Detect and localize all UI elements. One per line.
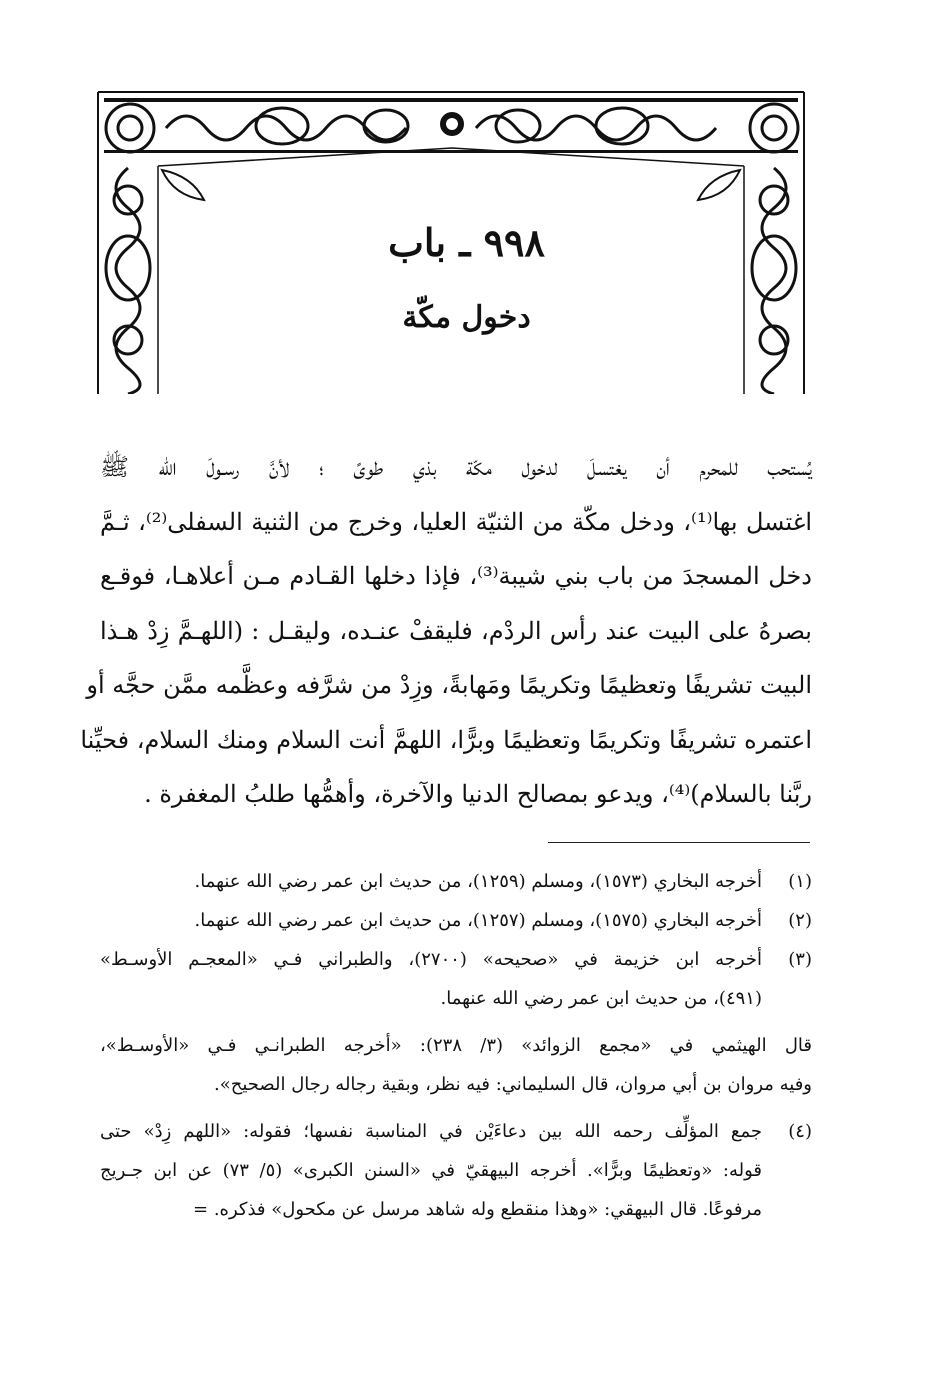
text-line: ربَّنا بالسلام)⁽⁴⁾، ويدعو بمصالح الدنيا والآخرة، وأهمُّها طلبُ المغفرة . [144,780,812,808]
text-line: دخل المسجدَ من باب بني شيبة⁽³⁾، فإذا دخلها القـادم مـن أعلاهـا، فوقـع [100,562,812,590]
text-line: اغتسل بها⁽¹⁾، ودخل مكّة من الثنيّة العليا، وخرج من الثنية السفلى⁽²⁾، ثـمَّ [100,507,813,536]
text-line: اعتمره تشريفًا وتكريمًا وتعظيمًا وبرًّا، اللهمَّ أنت السلام ومنك السلام، فحيِّنا [80,725,812,754]
footnote-3 [100,940,812,1018]
text-line: يُستحب للمحرم أن يغتسلَ لدخول مكّة بذي طوىً ؛ لأنَّ رسـولَ الله ﷺ [100,453,812,481]
footnote-4 [100,1112,812,1229]
footnote-text: قال الهيثمي في «مجمع الزوائد» (٣/ ٢٣٨): «أخرجه الطبرانـي فـي «الأوسـط»، [100,1035,812,1056]
footnote-2 [100,901,812,940]
footnote-number: (٣) [788,949,812,970]
footnote-text: جمع المؤلِّف رحمه الله بين دعاءَيْن في المناسبة نفسها؛ فقوله: «اللهم زِدْ» حتى [100,1121,762,1142]
footnote-text: مرفوعًا. قال البيهقي: «وهذا منقطع وله شاهد مرسل عن مكحول» فذكره. = [193,1199,762,1220]
footnote-number: (٢) [788,910,812,931]
main-text [80,440,813,822]
footnote-text: وفيه مروان بن أبي مروان، قال السليماني: فيه نظر، وبقية رجاله رجال الصحيح». [213,1074,812,1095]
footnote-divider [548,842,810,843]
text-line: البيت تشريفًا وتعظيمًا وتكريمًا ومَهابةً، وزِدْ من شرَّفه وعظَّمه ممَّن حجَّه أو [86,671,812,699]
footnote-number: (١) [788,871,812,892]
footnote-text: أخرجه ابن خزيمة في «صحيحه» (٢٧٠٠)، والطبراني فـي «المعجـم الأوسـط» [100,949,762,970]
chapter-title: دخول مكّة [402,300,531,335]
text-line: بصرهُ على البيت عند رأس الردْم، فليقفْ عنـده، وليقـل : (اللهـمَّ زِدْ هـذا [100,616,812,645]
footnote-text: أخرجه البخاري (١٥٧٥)، ومسلم (١٢٥٧)، من حديث ابن عمر رضي الله عنهما. [194,910,762,931]
footnote-text: (٤٩١)، من حديث ابن عمر رضي الله عنهما. [440,988,762,1009]
footnote-text: أخرجه البخاري (١٥٧٣)، ومسلم (١٢٥٩)، من حديث ابن عمر رضي الله عنهما. [194,871,762,892]
footnotes [100,862,812,1229]
footnote-3-commentary [100,1026,812,1104]
footnote-1 [100,862,812,901]
footnote-text: قوله: «وتعظيمًا وبرًّا». أخرجه البيهقيّ في «السنن الكبرى» (٥/ ٧٣) عن ابن جـريج [100,1160,762,1181]
chapter-number: ٩٩٨ ـ باب [388,220,545,265]
footnote-number: (٤) [788,1121,812,1142]
